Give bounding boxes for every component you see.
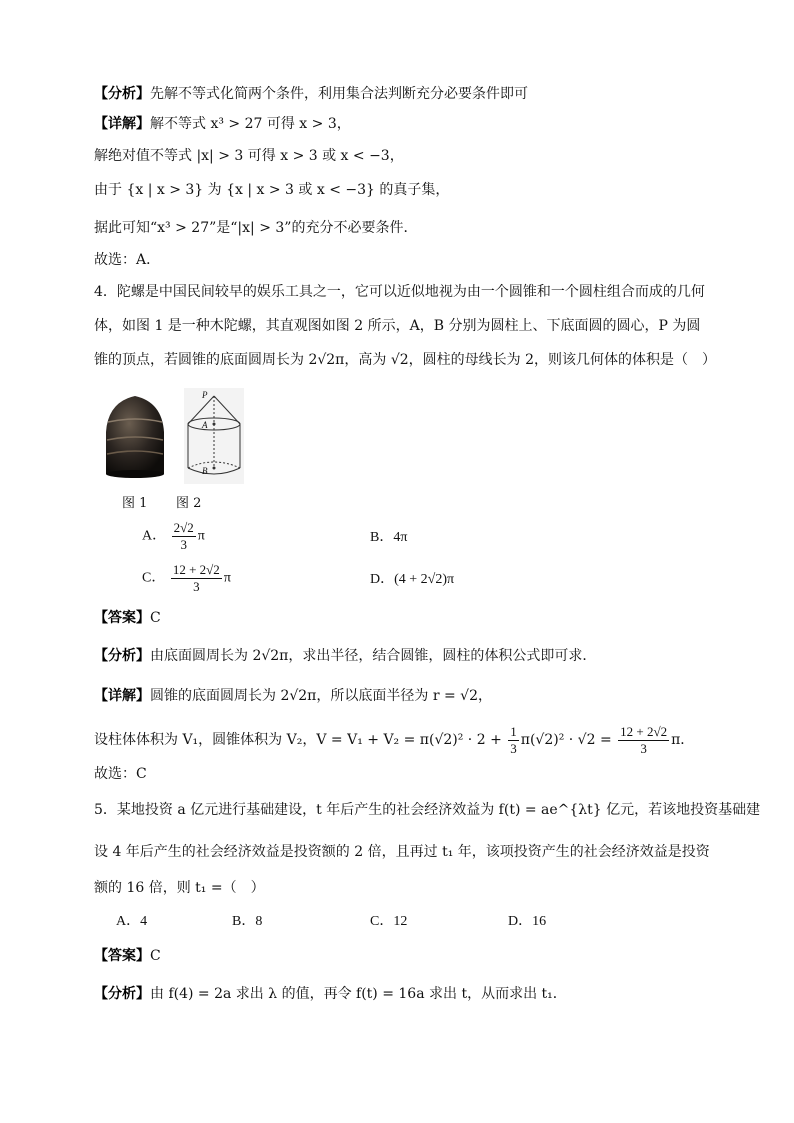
q5-option-d: D．16 xyxy=(508,914,547,929)
analysis-tag: 【分析】 xyxy=(94,986,150,1002)
detail-line-2: 解绝对值不等式 |x| > 3 可得 x > 3 或 x < −3， xyxy=(94,148,404,164)
option-a-pi: π xyxy=(197,528,205,544)
q5-option-c: C．12 xyxy=(370,914,408,929)
detail-text: 解不等式 x³ > 27 可得 x > 3， xyxy=(150,116,351,132)
option-c-label: C． xyxy=(142,570,166,586)
detail-tag: 【详解】 xyxy=(94,116,150,132)
fig-label-b: B xyxy=(202,466,208,476)
option-a-numerator: 2√2 xyxy=(173,520,194,535)
option-d: D．(4 + 2√2)π xyxy=(370,572,455,587)
fig-label-a: A xyxy=(202,420,208,430)
option-c-numerator: 12 + 2√2 xyxy=(172,562,220,577)
figure-2-caption: 图 2 xyxy=(176,496,202,511)
result-num: 12 + 2√2 xyxy=(620,723,668,739)
option-b: B．4π xyxy=(370,530,408,545)
fig-label-p: P xyxy=(202,390,208,400)
option-c-pi: π xyxy=(223,570,231,586)
answer-tag: 【答案】 xyxy=(94,948,150,964)
detail-tag: 【详解】 xyxy=(94,688,150,704)
analysis-4 xyxy=(94,646,596,666)
formula-part-1: 设柱体体积为 V₁，圆锥体积为 V₂，V = V₁ + V₂ = π(√2)² · 2 + xyxy=(94,732,507,748)
option-a-fraction xyxy=(172,520,196,553)
question-5-line-1: 5．某地投资 a 亿元进行基础建设，t 年后产生的社会经济效益为 f(t) = ae^{λt} 亿元，若该地投资基础建 xyxy=(94,802,761,818)
q5-option-a: A．4 xyxy=(116,914,148,929)
question-5-line-3: 额的 16 倍，则 t₁ =（ ） xyxy=(94,880,265,896)
analysis-text: 由 f(4) = 2a 求出 λ 的值，再令 f(t) = 16a 求出 t，从而求出 t₁． xyxy=(150,986,567,1002)
detail-4 xyxy=(94,686,492,706)
figure-1-caption: 图 1 xyxy=(122,496,148,511)
answer-value: C xyxy=(150,610,161,626)
formula-part-2: π(√2)² · √2 = xyxy=(520,732,617,748)
question-4-line-2: 体，如图 1 是一种木陀螺，其直观图如图 2 所示，A，B 分别为圆柱上、下底面圆的圆心，P 为圆 xyxy=(94,318,701,334)
answer-tag: 【答案】 xyxy=(94,610,150,626)
analysis-text: 先解不等式化简两个条件，利用集合法判断充分必要条件即可 xyxy=(150,86,528,102)
detail-line-3: 由于 {x | x > 3} 为 {x | x > 3 或 x < −3} 的真子集， xyxy=(94,182,450,198)
formula-result xyxy=(618,724,669,757)
one-third-den: 3 xyxy=(510,740,517,756)
choose-line-3: 故选：A． xyxy=(94,252,161,268)
figure-2-diagram xyxy=(184,388,244,484)
answer-value: C xyxy=(150,948,161,964)
option-a-label: A． xyxy=(142,528,167,544)
detail-text: 圆锥的底面圆周长为 2√2π，所以底面半径为 r = √2， xyxy=(150,688,492,704)
result-den: 3 xyxy=(640,740,647,756)
detail-line-1 xyxy=(94,114,351,134)
analysis-tag: 【分析】 xyxy=(94,86,150,102)
figure-1-photo xyxy=(96,392,174,480)
detail-line-4: 据此可知“x³ > 27”是“|x| > 3”的充分不必要条件． xyxy=(94,220,418,236)
analysis-line-1 xyxy=(94,84,528,104)
option-a xyxy=(142,520,205,553)
analysis-text: 由底面圆周长为 2√2π，求出半径，结合圆锥，圆柱的体积公式即可求． xyxy=(150,648,597,664)
formula-one-third xyxy=(508,724,519,757)
q5-option-b: B．8 xyxy=(232,914,263,929)
option-a-denominator: 3 xyxy=(180,537,187,552)
choose-4: 故选：C xyxy=(94,766,147,782)
question-4-line-1: 4．陀螺是中国民间较早的娱乐工具之一，它可以近似地视为由一个圆锥和一个圆柱组合而成的几何 xyxy=(94,284,705,300)
option-c-fraction xyxy=(171,562,222,595)
formula-part-3: π． xyxy=(671,732,695,748)
answer-4 xyxy=(94,608,161,628)
analysis-tag: 【分析】 xyxy=(94,648,150,664)
analysis-5 xyxy=(94,984,567,1004)
option-c-denominator: 3 xyxy=(193,579,200,594)
answer-5 xyxy=(94,946,161,966)
question-5-line-2: 设 4 年后产生的社会经济效益是投资额的 2 倍，且再过 t₁ 年，该项投资产生的社会经济效益是投资 xyxy=(94,844,710,860)
option-c xyxy=(142,562,231,595)
detail-4-formula xyxy=(94,722,694,758)
one-third-num: 1 xyxy=(510,723,517,739)
question-4-line-3: 锥的顶点，若圆锥的底面圆周长为 2√2π，高为 √2，圆柱的母线长为 2，则该几何体的体积是（ ） xyxy=(94,352,717,368)
